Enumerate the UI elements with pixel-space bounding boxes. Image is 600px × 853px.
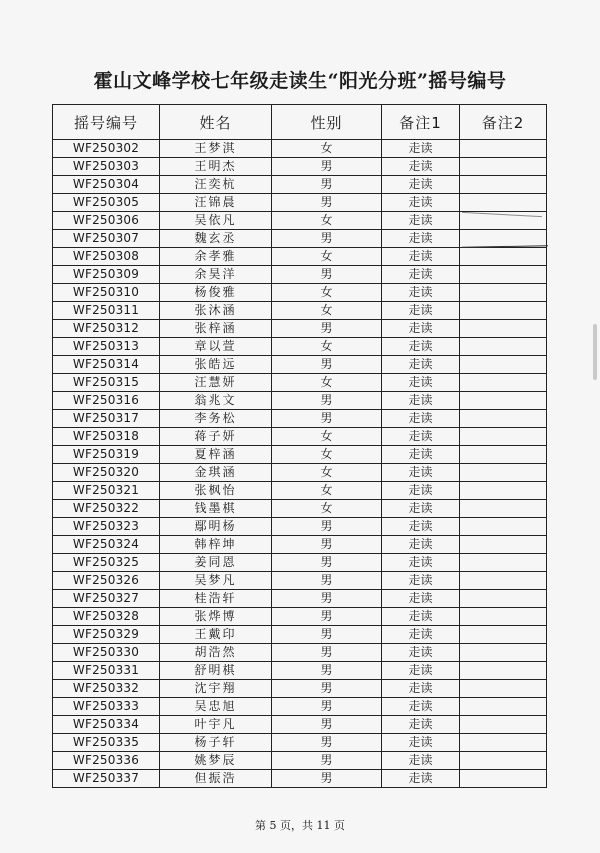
table-row xyxy=(53,248,547,266)
lottery-number-cell: WF250310 xyxy=(53,284,160,302)
gender-cell: 男 xyxy=(272,266,382,284)
note1-cell: 走读 xyxy=(382,770,460,788)
note2-cell xyxy=(460,284,547,302)
lottery-number-cell: WF250314 xyxy=(53,356,160,374)
table-row xyxy=(53,464,547,482)
name-cell: 汪慧妍 xyxy=(160,374,272,392)
note1-cell: 走读 xyxy=(382,752,460,770)
lottery-number-cell: WF250337 xyxy=(53,770,160,788)
page-footer: 第 5 页，共 11 页 xyxy=(255,819,345,832)
lottery-number-cell: WF250325 xyxy=(53,554,160,572)
note1-cell: 走读 xyxy=(382,320,460,338)
gender-cell: 男 xyxy=(272,734,382,752)
lottery-number-cell: WF250312 xyxy=(53,320,160,338)
table-row xyxy=(53,644,547,662)
note1-cell: 走读 xyxy=(382,518,460,536)
note2-cell xyxy=(460,410,547,428)
lottery-number-cell: WF250328 xyxy=(53,608,160,626)
note2-cell xyxy=(460,266,547,284)
table-row xyxy=(53,284,547,302)
note1-cell: 走读 xyxy=(382,680,460,698)
name-cell: 杨子轩 xyxy=(160,734,272,752)
note2-cell xyxy=(460,752,547,770)
note2-cell xyxy=(460,662,547,680)
gender-cell: 女 xyxy=(272,212,382,230)
gender-cell: 女 xyxy=(272,446,382,464)
gender-cell: 女 xyxy=(272,302,382,320)
name-cell: 姜同恩 xyxy=(160,554,272,572)
lottery-number-cell: WF250317 xyxy=(53,410,160,428)
lottery-number-cell: WF250305 xyxy=(53,194,160,212)
note2-cell xyxy=(460,140,547,158)
note2-cell xyxy=(460,518,547,536)
name-cell: 金琪涵 xyxy=(160,464,272,482)
name-cell: 张沐涵 xyxy=(160,302,272,320)
gender-cell: 女 xyxy=(272,284,382,302)
note1-cell: 走读 xyxy=(382,248,460,266)
note2-cell xyxy=(460,482,547,500)
name-cell: 吴忠旭 xyxy=(160,698,272,716)
table-row xyxy=(53,500,547,518)
note2-cell xyxy=(460,356,547,374)
lottery-number-cell: WF250311 xyxy=(53,302,160,320)
note1-cell: 走读 xyxy=(382,140,460,158)
name-cell: 钱墨棋 xyxy=(160,500,272,518)
table-row xyxy=(53,428,547,446)
name-cell: 王明杰 xyxy=(160,158,272,176)
table-row xyxy=(53,266,547,284)
gender-cell: 男 xyxy=(272,644,382,662)
name-cell: 姚梦辰 xyxy=(160,752,272,770)
lottery-number-cell: WF250319 xyxy=(53,446,160,464)
name-cell: 鄢明杨 xyxy=(160,518,272,536)
name-cell: 叶宇凡 xyxy=(160,716,272,734)
lottery-number-cell: WF250333 xyxy=(53,698,160,716)
header-lottery-number: 摇号编号 xyxy=(53,105,160,140)
lottery-number-cell: WF250304 xyxy=(53,176,160,194)
note2-cell xyxy=(460,644,547,662)
note1-cell: 走读 xyxy=(382,590,460,608)
note1-cell: 走读 xyxy=(382,356,460,374)
note2-cell xyxy=(460,392,547,410)
gender-cell: 女 xyxy=(272,374,382,392)
gender-cell: 男 xyxy=(272,554,382,572)
name-cell: 王戴印 xyxy=(160,626,272,644)
lottery-number-cell: WF250335 xyxy=(53,734,160,752)
gender-cell: 男 xyxy=(272,518,382,536)
lottery-number-cell: WF250334 xyxy=(53,716,160,734)
gender-cell: 男 xyxy=(272,626,382,644)
name-cell: 汪锦晨 xyxy=(160,194,272,212)
lottery-number-cell: WF250331 xyxy=(53,662,160,680)
gender-cell: 男 xyxy=(272,572,382,590)
scrollbar-thumb[interactable] xyxy=(593,324,597,380)
gender-cell: 女 xyxy=(272,464,382,482)
name-cell: 夏梓涵 xyxy=(160,446,272,464)
gender-cell: 男 xyxy=(272,392,382,410)
table-row xyxy=(53,302,547,320)
table-row xyxy=(53,608,547,626)
note2-cell xyxy=(460,320,547,338)
table-row xyxy=(53,554,547,572)
note1-cell: 走读 xyxy=(382,392,460,410)
table-row xyxy=(53,572,547,590)
name-cell: 韩梓坤 xyxy=(160,536,272,554)
name-cell: 吴梦凡 xyxy=(160,572,272,590)
table-row xyxy=(53,212,547,230)
name-cell: 魏玄丞 xyxy=(160,230,272,248)
gender-cell: 男 xyxy=(272,698,382,716)
note2-cell xyxy=(460,680,547,698)
lottery-number-cell: WF250318 xyxy=(53,428,160,446)
lottery-number-cell: WF250336 xyxy=(53,752,160,770)
note2-cell xyxy=(460,428,547,446)
table-body xyxy=(53,140,547,788)
lottery-number-cell: WF250321 xyxy=(53,482,160,500)
note2-cell xyxy=(460,536,547,554)
note2-cell xyxy=(460,500,547,518)
note1-cell: 走读 xyxy=(382,482,460,500)
table-row xyxy=(53,626,547,644)
gender-cell: 男 xyxy=(272,158,382,176)
name-cell: 杨俊雅 xyxy=(160,284,272,302)
table-row xyxy=(53,176,547,194)
note2-cell xyxy=(460,176,547,194)
note1-cell: 走读 xyxy=(382,230,460,248)
lottery-number-cell: WF250332 xyxy=(53,680,160,698)
note1-cell: 走读 xyxy=(382,212,460,230)
name-cell: 张枫怡 xyxy=(160,482,272,500)
note1-cell: 走读 xyxy=(382,410,460,428)
table-row xyxy=(53,410,547,428)
table-row xyxy=(53,194,547,212)
note1-cell: 走读 xyxy=(382,446,460,464)
note1-cell: 走读 xyxy=(382,644,460,662)
note1-cell: 走读 xyxy=(382,284,460,302)
name-cell: 舒明棋 xyxy=(160,662,272,680)
gender-cell: 男 xyxy=(272,320,382,338)
lottery-number-cell: WF250307 xyxy=(53,230,160,248)
note1-cell: 走读 xyxy=(382,194,460,212)
name-cell: 张皓远 xyxy=(160,356,272,374)
note2-cell xyxy=(460,302,547,320)
note1-cell: 走读 xyxy=(382,698,460,716)
table-row xyxy=(53,230,547,248)
name-cell: 张梓涵 xyxy=(160,320,272,338)
note2-cell xyxy=(460,554,547,572)
gender-cell: 男 xyxy=(272,716,382,734)
lottery-number-cell: WF250326 xyxy=(53,572,160,590)
name-cell: 蒋子妍 xyxy=(160,428,272,446)
gender-cell: 男 xyxy=(272,662,382,680)
note1-cell: 走读 xyxy=(382,302,460,320)
lottery-number-cell: WF250316 xyxy=(53,392,160,410)
table-row xyxy=(53,482,547,500)
note1-cell: 走读 xyxy=(382,734,460,752)
gender-cell: 男 xyxy=(272,608,382,626)
name-cell: 胡浩然 xyxy=(160,644,272,662)
name-cell: 李务松 xyxy=(160,410,272,428)
table-row xyxy=(53,590,547,608)
gender-cell: 女 xyxy=(272,338,382,356)
note2-cell xyxy=(460,770,547,788)
header-name: 姓名 xyxy=(160,105,272,140)
note1-cell: 走读 xyxy=(382,572,460,590)
lottery-number-cell: WF250323 xyxy=(53,518,160,536)
lottery-number-cell: WF250303 xyxy=(53,158,160,176)
note2-cell xyxy=(460,464,547,482)
table-row xyxy=(53,698,547,716)
table-row xyxy=(53,320,547,338)
note1-cell: 走读 xyxy=(382,266,460,284)
lottery-number-cell: WF250309 xyxy=(53,266,160,284)
table-row xyxy=(53,752,547,770)
name-cell: 翁兆文 xyxy=(160,392,272,410)
table-row xyxy=(53,338,547,356)
note1-cell: 走读 xyxy=(382,428,460,446)
note1-cell: 走读 xyxy=(382,158,460,176)
note1-cell: 走读 xyxy=(382,608,460,626)
gender-cell: 男 xyxy=(272,590,382,608)
name-cell: 余孝雅 xyxy=(160,248,272,266)
header-note1: 备注1 xyxy=(382,105,460,140)
header-note2: 备注2 xyxy=(460,105,547,140)
gender-cell: 女 xyxy=(272,248,382,266)
table-row xyxy=(53,446,547,464)
note2-cell xyxy=(460,194,547,212)
lottery-number-cell: WF250322 xyxy=(53,500,160,518)
lottery-number-cell: WF250302 xyxy=(53,140,160,158)
note2-cell xyxy=(460,572,547,590)
note2-cell xyxy=(460,374,547,392)
table-row xyxy=(53,374,547,392)
gender-cell: 男 xyxy=(272,752,382,770)
note1-cell: 走读 xyxy=(382,338,460,356)
name-cell: 吴依凡 xyxy=(160,212,272,230)
gender-cell: 女 xyxy=(272,428,382,446)
lottery-number-cell: WF250308 xyxy=(53,248,160,266)
name-cell: 汪奕杭 xyxy=(160,176,272,194)
note2-cell xyxy=(460,734,547,752)
note2-cell xyxy=(460,158,547,176)
note2-cell xyxy=(460,590,547,608)
note2-cell xyxy=(460,608,547,626)
document-title: 霍山文峰学校七年级走读生“阳光分班”摇号编号 xyxy=(93,70,507,92)
gender-cell: 男 xyxy=(272,176,382,194)
name-cell: 桂浩轩 xyxy=(160,590,272,608)
note1-cell: 走读 xyxy=(382,626,460,644)
note1-cell: 走读 xyxy=(382,536,460,554)
lottery-number-cell: WF250313 xyxy=(53,338,160,356)
table-row xyxy=(53,140,547,158)
table-header xyxy=(53,105,547,140)
gender-cell: 男 xyxy=(272,770,382,788)
note2-cell xyxy=(460,716,547,734)
table-row xyxy=(53,518,547,536)
lottery-number-cell: WF250330 xyxy=(53,644,160,662)
gender-cell: 男 xyxy=(272,410,382,428)
gender-cell: 女 xyxy=(272,500,382,518)
note1-cell: 走读 xyxy=(382,500,460,518)
name-cell: 王梦淇 xyxy=(160,140,272,158)
lottery-number-cell: WF250315 xyxy=(53,374,160,392)
name-cell: 章以萱 xyxy=(160,338,272,356)
name-cell: 沈宇翔 xyxy=(160,680,272,698)
gender-cell: 女 xyxy=(272,482,382,500)
name-cell: 余昊洋 xyxy=(160,266,272,284)
table-row xyxy=(53,680,547,698)
note1-cell: 走读 xyxy=(382,464,460,482)
name-cell: 张烨博 xyxy=(160,608,272,626)
table-row xyxy=(53,392,547,410)
lottery-number-cell: WF250327 xyxy=(53,590,160,608)
header-row xyxy=(53,105,547,140)
table-row xyxy=(53,662,547,680)
note2-cell xyxy=(460,338,547,356)
gender-cell: 男 xyxy=(272,194,382,212)
note1-cell: 走读 xyxy=(382,662,460,680)
lottery-number-cell: WF250306 xyxy=(53,212,160,230)
gender-cell: 男 xyxy=(272,356,382,374)
table-row xyxy=(53,356,547,374)
note1-cell: 走读 xyxy=(382,716,460,734)
gender-cell: 女 xyxy=(272,140,382,158)
table-row xyxy=(53,734,547,752)
table-row xyxy=(53,536,547,554)
note1-cell: 走读 xyxy=(382,554,460,572)
lottery-number-table xyxy=(52,104,547,788)
note2-cell xyxy=(460,626,547,644)
table-row xyxy=(53,158,547,176)
gender-cell: 男 xyxy=(272,536,382,554)
table-row xyxy=(53,716,547,734)
note2-cell xyxy=(460,446,547,464)
note1-cell: 走读 xyxy=(382,374,460,392)
note2-cell xyxy=(460,248,547,266)
gender-cell: 男 xyxy=(272,680,382,698)
lottery-number-cell: WF250320 xyxy=(53,464,160,482)
gender-cell: 男 xyxy=(272,230,382,248)
header-gender: 性别 xyxy=(272,105,382,140)
name-cell: 但振浩 xyxy=(160,770,272,788)
note2-cell xyxy=(460,698,547,716)
lottery-number-cell: WF250329 xyxy=(53,626,160,644)
lottery-number-cell: WF250324 xyxy=(53,536,160,554)
table-row xyxy=(53,770,547,788)
note1-cell: 走读 xyxy=(382,176,460,194)
